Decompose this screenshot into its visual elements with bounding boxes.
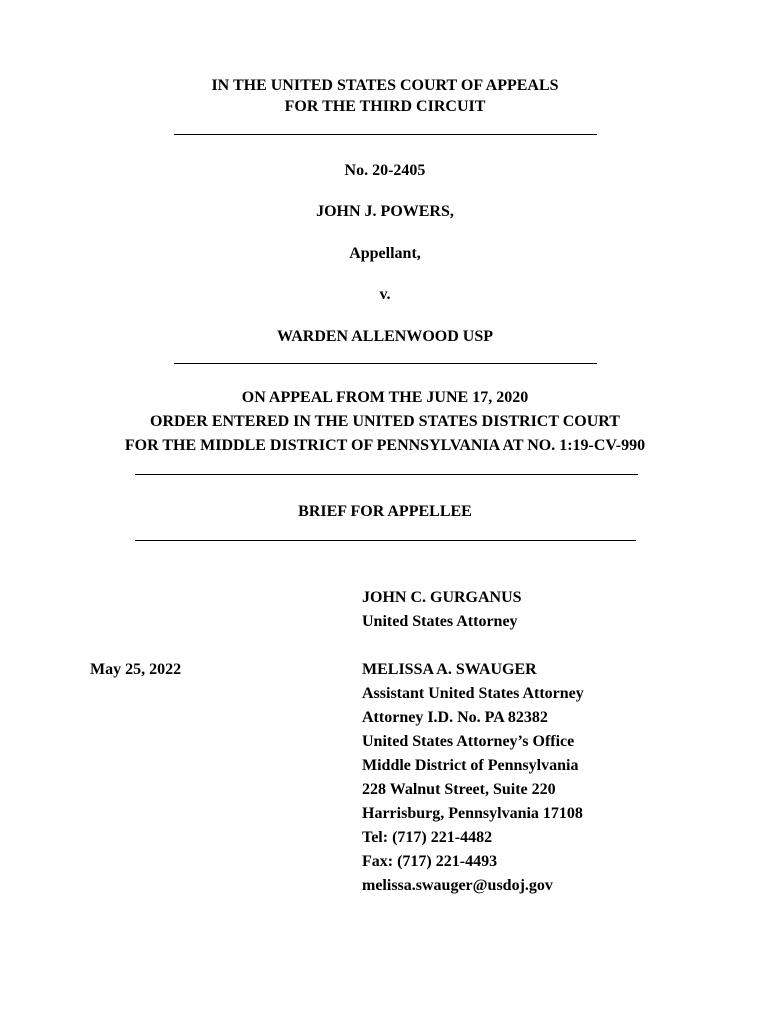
divider-rule <box>174 134 597 135</box>
versus: v. <box>379 286 391 303</box>
counsel-attorney-id: Attorney I.D. No. PA 82382 <box>362 709 548 726</box>
counsel-email: melissa.swauger@usdoj.gov <box>362 877 553 894</box>
us-attorney-name: JOHN C. GURGANUS <box>362 589 522 606</box>
counsel-office: United States Attorney’s Office <box>362 733 575 750</box>
appeal-line3: FOR THE MIDDLE DISTRICT OF PENNSYLVANIA AT NO. 1:19-CV-990 <box>124 437 646 454</box>
filing-date: May 25, 2022 <box>90 661 182 678</box>
appeal-line1: ON APPEAL FROM THE JUNE 17, 2020 <box>241 389 529 406</box>
counsel-city: Harrisburg, Pennsylvania 17108 <box>362 805 583 822</box>
appellant-role: Appellant, <box>349 245 421 262</box>
case-number: No. 20-2405 <box>344 162 426 179</box>
counsel-block <box>362 660 584 900</box>
counsel-fax: Fax: (717) 221-4493 <box>362 853 498 870</box>
court-name-line2: FOR THE THIRD CIRCUIT <box>284 98 486 115</box>
appellee-name: WARDEN ALLENWOOD USP <box>276 328 494 345</box>
divider-rule <box>135 540 636 541</box>
divider-rule <box>135 474 638 475</box>
us-attorney-title: United States Attorney <box>362 613 518 630</box>
counsel-title: Assistant United States Attorney <box>362 685 584 702</box>
counsel-tel: Tel: (717) 221-4482 <box>362 829 493 846</box>
counsel-district: Middle District of Pennsylvania <box>362 757 579 774</box>
appellant-name: JOHN J. POWERS, <box>316 203 454 220</box>
appeal-line2: ORDER ENTERED IN THE UNITED STATES DISTRICT COURT <box>150 413 620 430</box>
court-name-line1: IN THE UNITED STATES COURT OF APPEALS <box>211 77 559 94</box>
divider-rule <box>174 363 597 364</box>
counsel-street: 228 Walnut Street, Suite 220 <box>362 781 556 798</box>
counsel-name: MELISSA A. SWAUGER <box>362 661 537 678</box>
brief-title: BRIEF FOR APPELLEE <box>298 503 472 520</box>
us-attorney-block <box>362 588 522 636</box>
